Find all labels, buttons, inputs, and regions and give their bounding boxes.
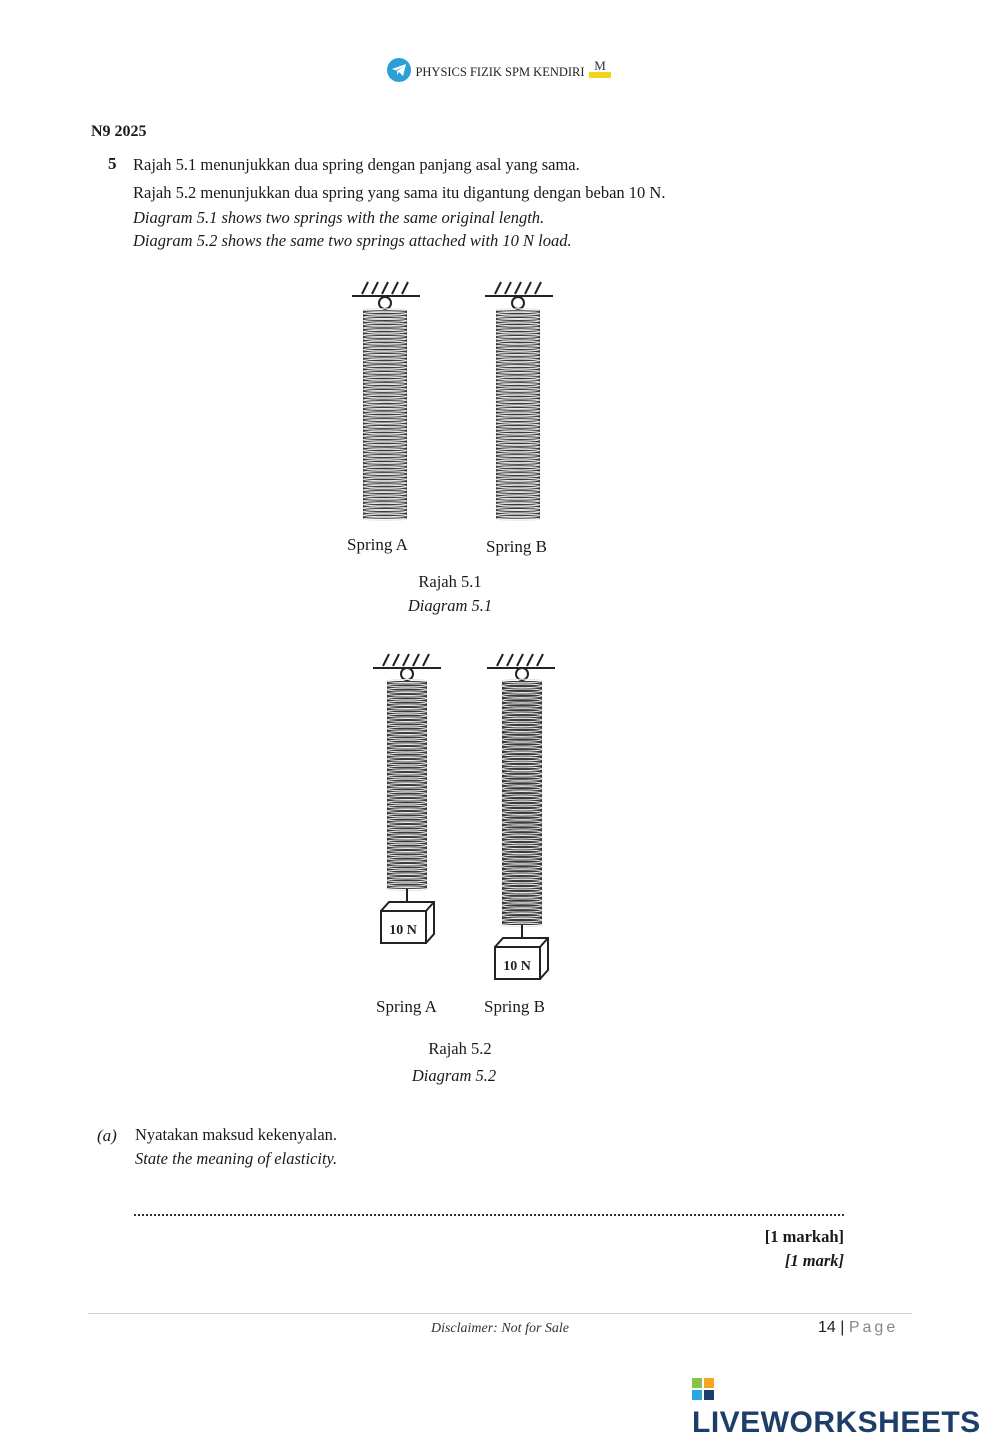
page-word: Page [848, 1319, 899, 1336]
ceiling-support-a [352, 282, 420, 309]
intro-line-4: Diagram 5.2 shows the same two springs attached with 10 N load. [133, 231, 572, 250]
spring-b-stretched-coil [502, 679, 542, 926]
mark-ms: [1 markah] [764, 1227, 844, 1246]
diagram-5-1 [340, 272, 580, 537]
diagram-5-2 [365, 645, 575, 990]
page-number [818, 1319, 898, 1337]
spring-b-coil [496, 309, 540, 521]
m-logo-icon [587, 58, 613, 84]
svg-text:M: M [593, 58, 606, 73]
question-id: N9 2025 [91, 123, 147, 140]
d2-caption-ms: Rajah 5.2 [428, 1039, 492, 1058]
page-header [0, 58, 1000, 84]
brand-name: LIVEWORKSHEETS [692, 1406, 981, 1439]
intro-line-3: Diagram 5.1 shows two springs with the same original length. [133, 208, 545, 227]
d2-spring-a-label: Spring A [376, 997, 437, 1016]
spring-a-coil [363, 309, 407, 521]
intro-line-1: Rajah 5.1 menunjukkan dua spring dengan panjang asal yang sama. [133, 155, 580, 174]
d2-caption-en: Diagram 5.2 [411, 1066, 497, 1085]
d1-spring-b-label: Spring B [486, 537, 547, 556]
spring-a-stretched-coil [387, 679, 427, 890]
d1-caption-ms: Rajah 5.1 [418, 572, 482, 591]
intro-line-2: Rajah 5.2 menunjukkan dua spring yang sama itu digantung dengan beban 10 N. [133, 183, 666, 202]
mark-en: [1 mark] [784, 1251, 844, 1270]
answer-line[interactable] [134, 1204, 844, 1216]
footer-divider [88, 1313, 912, 1314]
liveworksheets-brand [692, 1372, 1000, 1440]
d1-caption-en: Diagram 5.1 [407, 596, 493, 615]
part-a-question-en: State the meaning of elasticity. [135, 1149, 338, 1168]
d1-spring-a-label: Spring A [347, 535, 408, 554]
part-a-label: (a) [97, 1126, 117, 1145]
telegram-icon [387, 58, 411, 82]
load-b-label: 10 N [503, 959, 531, 974]
disclaimer: Disclaimer: Not for Sale [430, 1321, 570, 1336]
page-number-value: 14 [818, 1319, 836, 1336]
question-number: 5 [108, 154, 117, 173]
ceiling-support-b2 [487, 654, 555, 680]
load-a-label: 10 N [389, 923, 417, 938]
part-a-question-ms: Nyatakan maksud kekenyalan. [135, 1125, 338, 1144]
d2-spring-b-label: Spring B [484, 997, 545, 1016]
ceiling-support-a2 [373, 654, 441, 680]
ceiling-support-b [485, 282, 553, 309]
liveworksheets-logo-icon [692, 1378, 714, 1400]
header-title: PHYSICS FIZIK SPM KENDIRI [415, 65, 585, 79]
page-separator: | [840, 1319, 845, 1336]
coil-body [502, 681, 542, 925]
